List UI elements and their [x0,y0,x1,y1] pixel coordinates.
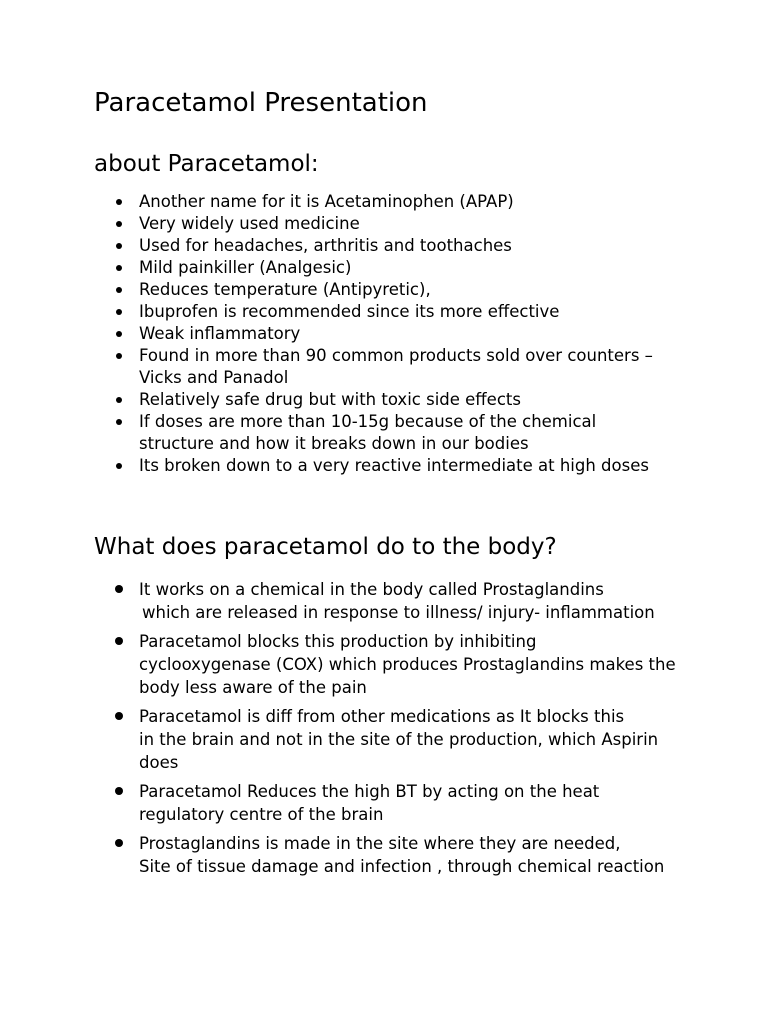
list-item: Reduces temperature (Antipyretic), [114,279,674,301]
list-item: Found in more than 90 common products sold over counters – Vicks and Panadol [114,345,674,389]
effects-bullet-list [114,578,679,884]
list-item-continuation: regulatory centre of the brain [139,805,384,824]
list-item: Mild painkiller (Analgesic) [114,257,674,279]
section-heading-effects: What does paracetamol do to the body? [94,534,557,560]
list-item: Used for headaches, arthritis and toothaches [114,235,674,257]
list-item-continuation: cyclooxygenase (COX) which produces Prostaglandins makes the body less aware of the pain [139,655,676,697]
list-item [114,780,679,826]
list-item-first-line: It works on a chemical in the body called Prostaglandins [139,580,604,599]
list-item: Ibuprofen is recommended since its more effective [114,301,674,323]
list-item: Very widely used medicine [114,213,674,235]
section-heading-about: about Paracetamol: [94,151,319,177]
list-item-first-line: Paracetamol blocks this production by inhibiting [139,632,537,651]
list-item: Relatively safe drug but with toxic side effects [114,389,674,411]
list-item-first-line: Prostaglandins is made in the site where they are needed, [139,834,621,853]
list-item: Weak inflammatory [114,323,674,345]
list-item-continuation: which are released in response to illness/ injury- inflammation [142,603,655,622]
about-bullet-list [114,191,674,477]
list-item-first-line: Paracetamol is diff from other medications as It blocks this [139,707,625,726]
list-item [114,578,679,624]
list-item: If doses are more than 10-15g because of the chemical structure and how it breaks down in our bodies [114,411,674,455]
list-item [114,705,679,774]
document-title: Paracetamol Presentation [94,88,428,118]
list-item: Its broken down to a very reactive intermediate at high doses [114,455,674,477]
list-item [114,832,679,878]
list-item-continuation: Site of tissue damage and infection , through chemical reaction [139,857,665,876]
list-item [114,630,679,699]
list-item: Another name for it is Acetaminophen (APAP) [114,191,674,213]
list-item-continuation: in the brain and not in the site of the production, which Aspirin does [139,730,659,772]
list-item-first-line: Paracetamol Reduces the high BT by acting on the heat [139,782,600,801]
